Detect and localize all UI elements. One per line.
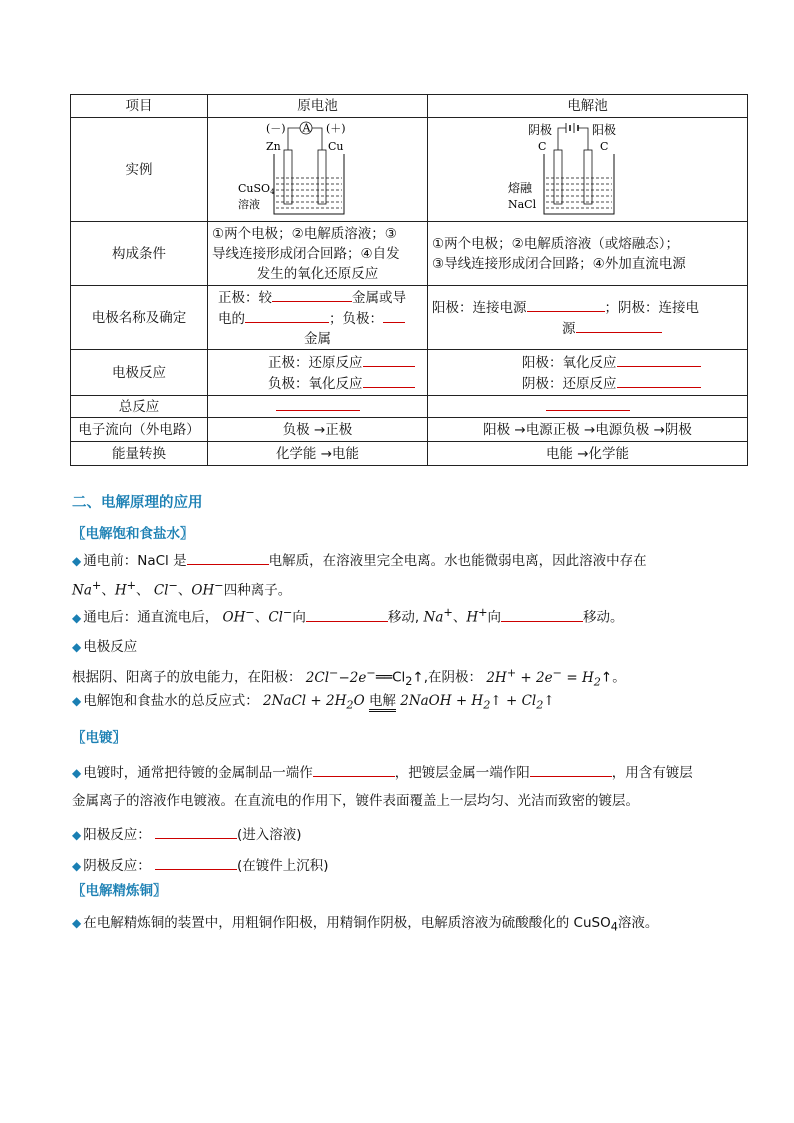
- anode-equation: 2Cl−−2e−: [305, 666, 376, 686]
- row-label-overall: 总反应: [71, 396, 208, 418]
- solution-label: 溶液: [237, 197, 260, 211]
- answer-blank[interactable]: [276, 396, 360, 411]
- ion-oh: OH: [191, 582, 215, 599]
- brine-text: 根据阴、阳离子的放电能力，在阳极：: [72, 669, 302, 686]
- refining-heading: 〖电解精炼铜〗: [72, 883, 167, 899]
- plating-text: (在镀件上沉积): [237, 858, 329, 874]
- plating-line-2: 金属离子的溶液作电镀液。在直流电的作用下，镀件表面覆盖上一层均匀、光洁而致密的镀层。: [72, 793, 639, 809]
- plating-text: ，用含有镀层: [611, 765, 693, 781]
- diamond-bullet-icon: ◆: [72, 694, 82, 708]
- reaction-text: 阴极：还原反应: [522, 375, 617, 392]
- row-electron-flow: [71, 418, 748, 442]
- row-overall: [71, 396, 748, 418]
- c-right-label: C: [599, 139, 608, 153]
- naming-text: 源: [562, 320, 576, 337]
- plating-cathode-line: [72, 855, 329, 876]
- diamond-bullet-icon: ◆: [72, 610, 82, 625]
- brine-text: 电解饱和食盐水的总反应式：: [83, 693, 259, 709]
- conditions-galvanic-line: 发生的氧化还原反应: [256, 265, 379, 282]
- answer-blank[interactable]: [546, 396, 630, 411]
- diagram-minus-label: (－): [265, 121, 286, 135]
- diamond-bullet-icon: ◆: [72, 916, 82, 930]
- naming-text: 电的: [218, 310, 245, 327]
- refining-line: [72, 913, 658, 938]
- nacl-label: NaCl: [507, 197, 536, 211]
- conditions-electrolytic-line: ①两个电极；②电解质溶液（或熔融态）；: [432, 235, 679, 252]
- cathode-label-diagram: 阳极: [591, 122, 616, 137]
- conditions-galvanic-line: ①两个电极；②电解质溶液；③: [212, 225, 397, 242]
- overall-electrolytic: [428, 396, 748, 418]
- flow-node: 电源正极: [525, 421, 580, 438]
- zn-label: Zn: [265, 139, 281, 153]
- right-arrow-icon: →: [577, 445, 589, 462]
- diagram-plus-label: (＋): [325, 121, 346, 135]
- section-title: 二、电解原理的应用: [72, 495, 203, 511]
- electrolysis-condition: 电解: [369, 693, 396, 712]
- ion-h: H: [114, 582, 127, 599]
- reaction-text: 负极：氧化反应: [268, 375, 363, 392]
- answer-blank[interactable]: [313, 762, 395, 777]
- ion-na: Na: [72, 582, 92, 599]
- energy-node: 电能: [545, 445, 573, 462]
- cuso4-label: CuSO4: [237, 181, 275, 196]
- plating-anode-line: [72, 824, 302, 845]
- plating-text: 电镀时，通常把待镀的金属制品一端作: [83, 765, 313, 781]
- overall-galvanic: [208, 396, 428, 418]
- right-arrow-icon: →: [514, 421, 526, 438]
- ammeter-label: A: [302, 121, 310, 134]
- brine-text: 电解质，在溶液里完全电离。水也能微弱电离，因此溶液中存在: [268, 553, 647, 569]
- refining-text: 溶液。: [617, 915, 659, 931]
- row-label-electrode-reaction: 电极反应: [71, 350, 208, 396]
- c-left-label: C: [537, 139, 546, 153]
- answer-blank[interactable]: [272, 287, 352, 302]
- reaction-text: 正极：还原反应: [268, 354, 363, 371]
- flow-node: 阳极: [483, 421, 511, 438]
- brine-after-line: ◆ 通电后：通直流电后， OH−、Cl−向 移动, Na+、H+向 移动。: [72, 606, 624, 626]
- naming-text: 金属: [304, 330, 331, 347]
- answer-blank[interactable]: [155, 824, 237, 839]
- brine-text: 向: [292, 609, 306, 626]
- diamond-bullet-icon: ◆: [72, 640, 82, 654]
- naming-text: 金属或导: [352, 289, 406, 306]
- refining-text: 在电解精炼铜的装置中，用粗铜作阳极，用精铜作阴极，电解质溶液为硫酸酸化的 CuSO: [83, 915, 611, 931]
- flow-node: 正极: [325, 421, 353, 438]
- naming-electrolytic: [428, 286, 748, 350]
- flow-node: 负极: [282, 421, 310, 438]
- right-arrow-icon: →: [653, 421, 665, 438]
- answer-blank[interactable]: [306, 607, 388, 622]
- brine-total-line: [72, 691, 555, 716]
- naming-text: 阳极：连接电源: [432, 299, 527, 316]
- answer-blank[interactable]: [576, 318, 662, 333]
- right-arrow-icon: →: [313, 421, 326, 438]
- row-label-energy: 能量转换: [71, 442, 208, 466]
- brine-text: 通电前：NaCl 是: [83, 553, 187, 569]
- reaction-galvanic: [208, 350, 428, 396]
- answer-blank[interactable]: [527, 297, 605, 312]
- ion-oh: OH: [222, 609, 246, 626]
- right-arrow-icon: →: [583, 421, 596, 438]
- answer-blank[interactable]: [530, 762, 612, 777]
- brine-text: 向: [487, 609, 502, 626]
- row-label-electron-flow: 电子流向（外电路）: [71, 418, 208, 442]
- ion-na: Na: [423, 609, 444, 626]
- reaction-text: 阳极：氧化反应: [522, 354, 617, 371]
- total-equation-left: 2NaCl + $2H_2O$: [263, 693, 365, 712]
- brine-text: 移动。: [583, 609, 624, 626]
- melt-label: 熔融: [507, 180, 532, 195]
- row-energy: [71, 442, 748, 466]
- header-electrolytic: 电解池: [428, 95, 748, 118]
- right-arrow-icon: →: [320, 445, 333, 462]
- header-galvanic: 原电池: [208, 95, 428, 118]
- conditions-galvanic-line: 导线连接形成闭合回路；④自发: [212, 245, 400, 262]
- flow-galvanic: [208, 418, 428, 442]
- brine-reaction-heading: [72, 637, 137, 657]
- plating-text: (进入溶液): [237, 827, 302, 843]
- brine-text: 四种离子。: [223, 582, 292, 599]
- ion-cl: Cl: [268, 609, 283, 626]
- answer-blank[interactable]: [363, 352, 415, 367]
- answer-blank[interactable]: [617, 352, 701, 367]
- refining-subscript: 4: [610, 920, 618, 934]
- cathode-equation: $2H^+ + 2e^- = H_2$: [486, 666, 601, 689]
- diamond-bullet-icon: ◆: [72, 766, 82, 780]
- cu-label: Cu: [327, 139, 344, 153]
- ion-h: H: [466, 609, 479, 626]
- energy-node: 化学能: [588, 445, 630, 462]
- electrolytic-cell-diagram: [428, 118, 748, 222]
- brine-before-line: [72, 550, 647, 571]
- plating-text: ，把镀层金属一端作阳: [394, 765, 530, 781]
- answer-blank[interactable]: [245, 308, 329, 323]
- total-equation-right: 2NaOH + $H_2↑$ + $Cl_2↑$: [400, 693, 555, 712]
- plating-line-1: [72, 762, 693, 783]
- ion-cl: Cl: [153, 582, 169, 599]
- row-example: [71, 118, 748, 222]
- diamond-bullet-icon: ◆: [72, 554, 82, 568]
- anode-label-diagram: 阴极: [527, 122, 552, 137]
- naming-text: ；阴极：连接电: [604, 299, 699, 316]
- energy-node: 化学能: [275, 445, 317, 462]
- row-label-example: 实例: [71, 118, 208, 222]
- row-electrode-reaction: [71, 350, 748, 396]
- answer-blank[interactable]: [383, 308, 405, 323]
- row-label-electrode-naming: 电极名称及确定: [71, 286, 208, 350]
- diamond-bullet-icon: ◆: [72, 828, 82, 842]
- comparison-table: [70, 94, 748, 466]
- conditions-electrolytic: [428, 222, 748, 286]
- conditions-galvanic: [208, 222, 428, 286]
- plating-text: 阴极反应：: [83, 858, 151, 874]
- energy-galvanic: [208, 442, 428, 466]
- diamond-bullet-icon: ◆: [72, 859, 82, 873]
- reaction-electrolytic: [428, 350, 748, 396]
- plating-heading: 〖电镀〗: [72, 730, 126, 746]
- naming-galvanic: [208, 286, 428, 350]
- brine-text: 电极反应: [83, 639, 138, 655]
- flow-node: 电源负极: [595, 421, 650, 438]
- answer-blank[interactable]: [363, 373, 415, 388]
- brine-text: 通电后：通直流电后，: [83, 609, 219, 626]
- answer-blank[interactable]: [187, 550, 269, 565]
- row-electrode-naming: [71, 286, 748, 350]
- conditions-electrolytic-line: ③导线连接形成闭合回路；④外加直流电源: [432, 255, 686, 272]
- row-label-conditions: 构成条件: [71, 222, 208, 286]
- brine-text: ,在阴极：: [423, 669, 483, 686]
- naming-text: ；负极：: [329, 310, 383, 327]
- naming-text: 正极：较: [218, 289, 272, 306]
- answer-blank[interactable]: [501, 607, 583, 622]
- header-item: 项目: [71, 95, 208, 118]
- energy-node: 电能: [332, 445, 360, 462]
- energy-electrolytic: [428, 442, 748, 466]
- flow-electrolytic: [428, 418, 748, 442]
- brine-text: 移动,: [387, 609, 420, 626]
- galvanic-cell-diagram: [208, 118, 428, 222]
- flow-node: 阴极: [664, 421, 692, 438]
- brine-reaction-line: 根据阴、阳离子的放电能力，在阳极： $2Cl^--2e^-══Cl_2↑$,在阴极： $2H^+ + 2e^- = H_2↑$。: [72, 666, 626, 689]
- table-header-row: [71, 95, 748, 118]
- row-conditions: [71, 222, 748, 286]
- answer-blank[interactable]: [155, 855, 237, 870]
- brine-heading: 〖电解饱和食盐水〗: [72, 526, 194, 542]
- plating-text: 阳极反应：: [83, 827, 151, 843]
- brine-ions-line: Na+、H+、 Cl−、OH−四种离子。: [72, 579, 292, 599]
- answer-blank[interactable]: [617, 373, 701, 388]
